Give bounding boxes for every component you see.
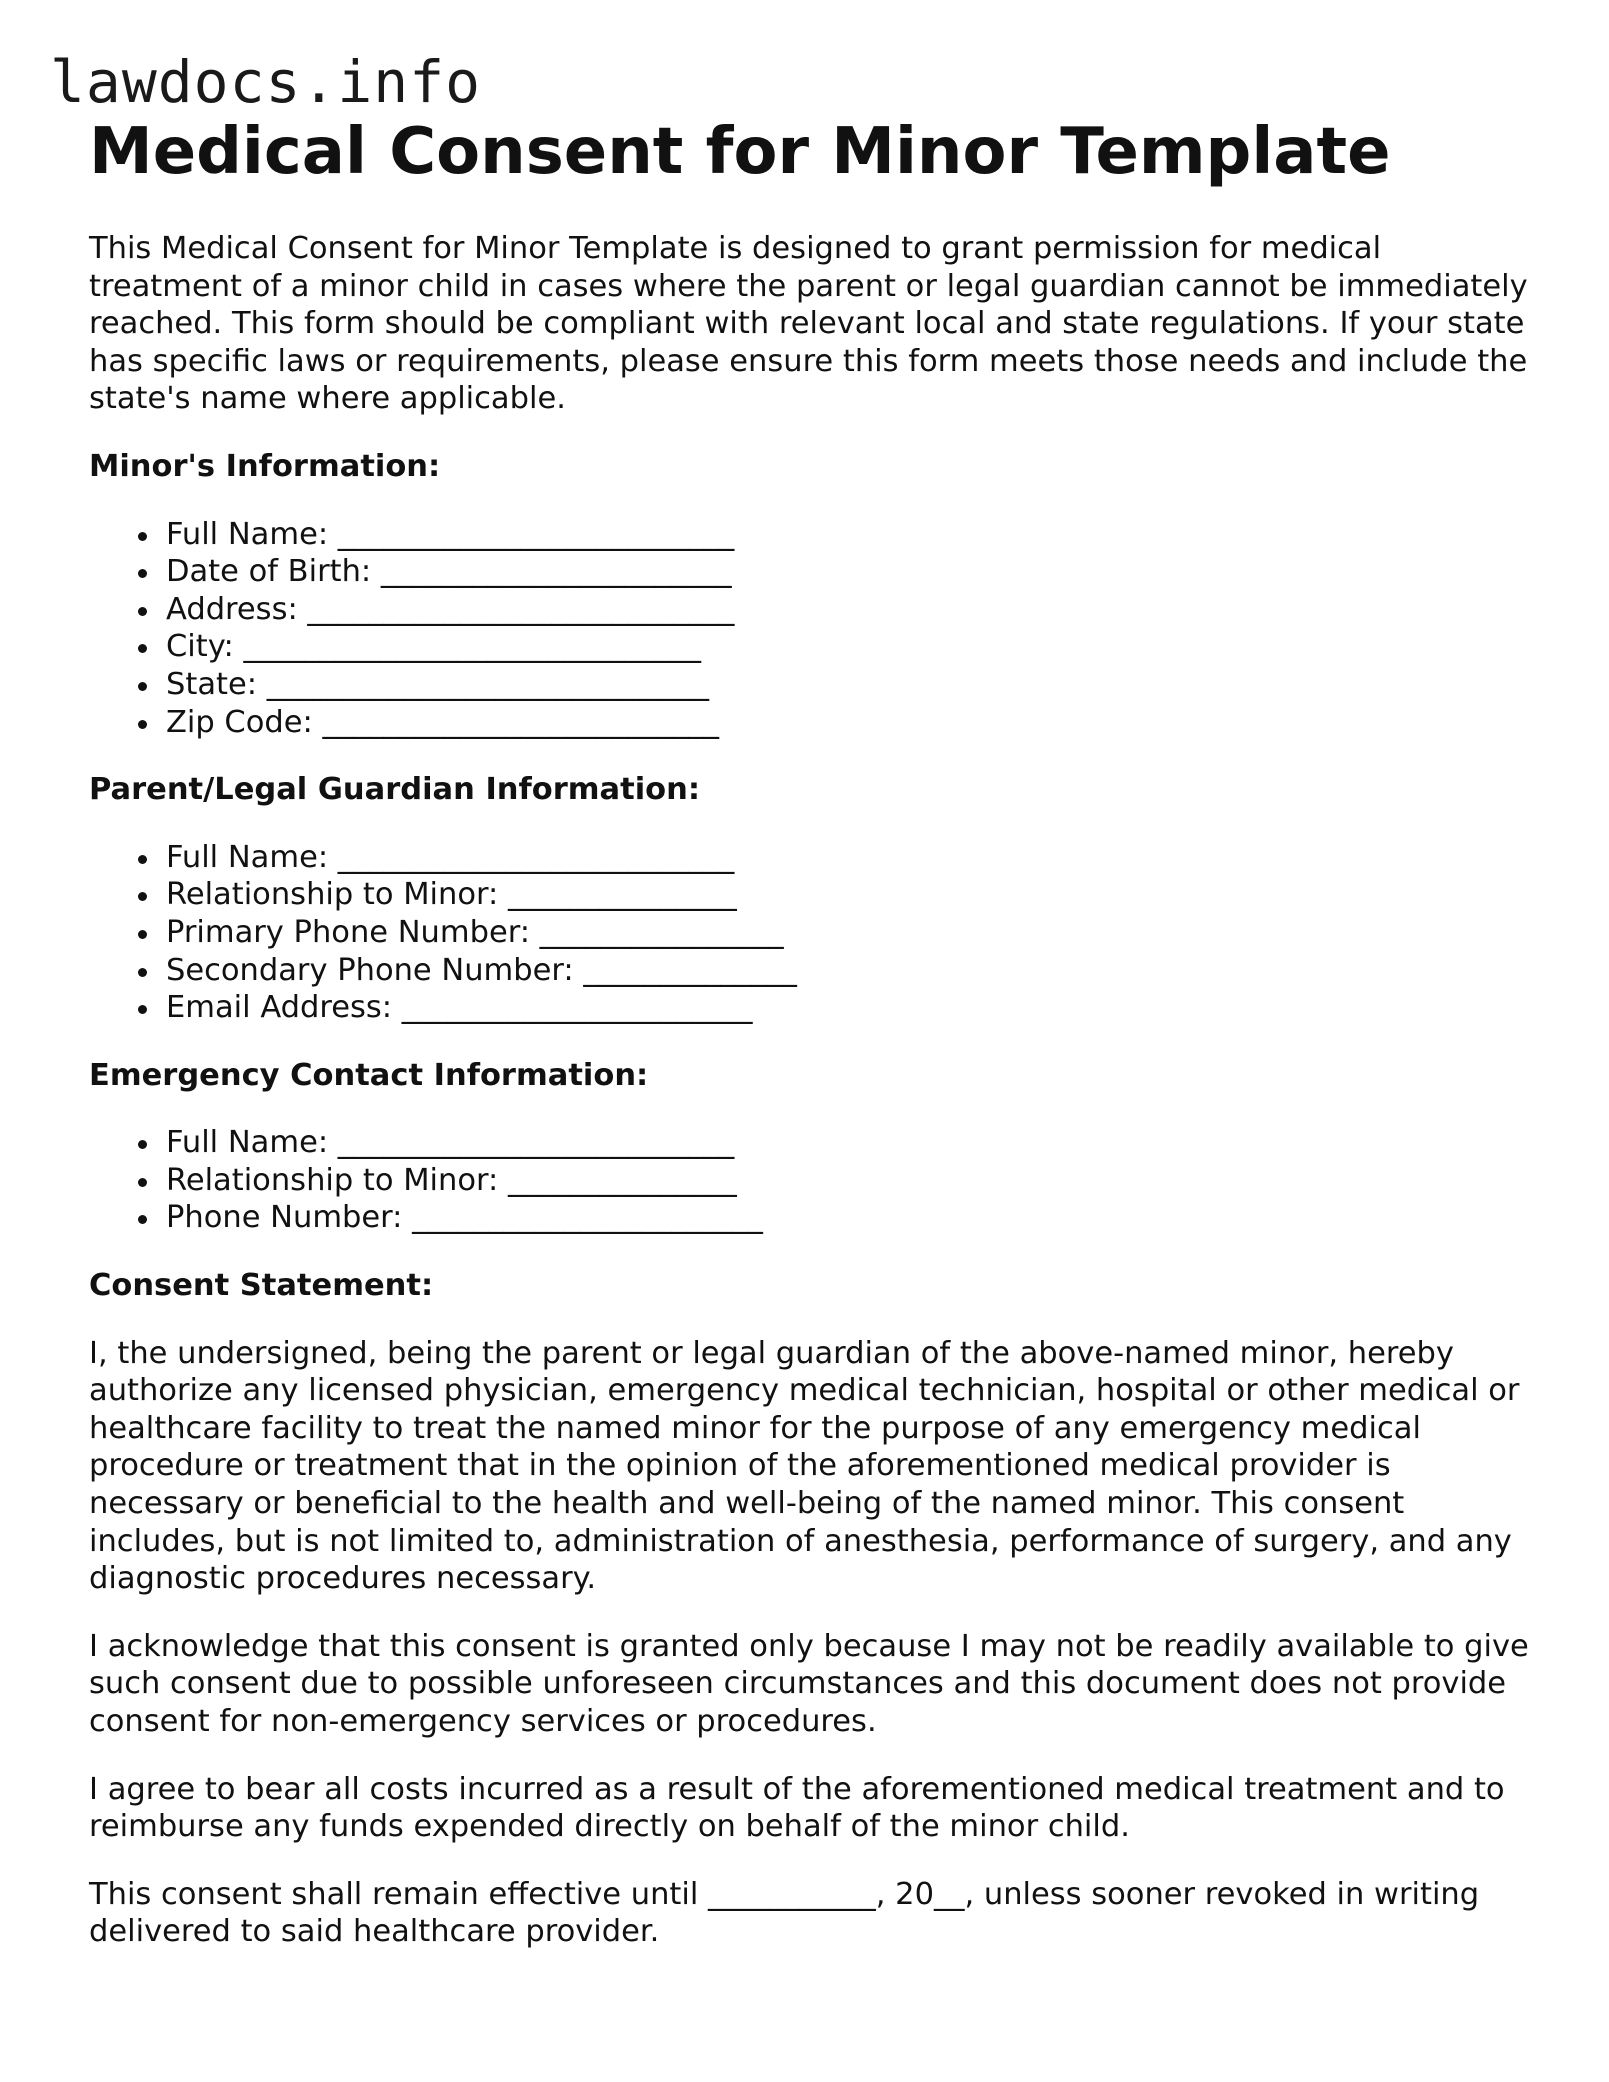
guardian-full-name-field: Full Name: __________________________ xyxy=(166,839,1529,877)
intro-paragraph: This Medical Consent for Minor Template is designed to grant permission for medical treatment of a minor child in cases where the parent or legal guardian cannot be immediately reached. This form should be compliant with relevant local and state regulations. If your state has specific laws or requirements, please ensure this form meets those needs and include the state's name where applicable. xyxy=(89,231,1528,417)
consent-statement-heading: Consent Statement: xyxy=(89,1268,434,1304)
guardian-primary-phone-field: Primary Phone Number: ________________ xyxy=(166,914,1529,952)
minor-state-field: State: _____________________________ xyxy=(166,666,1529,704)
site-watermark: lawdocs.info xyxy=(50,48,482,116)
emergency-phone-field: Phone Number: _______________________ xyxy=(166,1199,1529,1237)
consent-costs-paragraph: I agree to bear all costs incurred as a result of the aforementioned medical treatment and to reimburse any funds expended directly on behalf of the minor child. xyxy=(89,1771,1505,1845)
guardian-secondary-phone-field: Secondary Phone Number: ______________ xyxy=(166,952,1529,990)
emergency-contact-heading: Emergency Contact Information: xyxy=(89,1057,649,1093)
minor-dob-field: Date of Birth: _______________________ xyxy=(166,553,1529,591)
consent-authorization-paragraph: I, the undersigned, being the parent or legal guardian of the above-named minor, hereby authorize any licensed physician, emergency medical technician, hospital or other medical or healthcare facility to treat the named minor for the purpose of any emergency medical procedure or treatment that in the opinion of the aforementioned medical provider is necessary or beneficial to the health and well-being of the named minor. This consent includes, but is not limited to, administration of anesthesia, performance of surgery, and any diagnostic procedures necessary. xyxy=(89,1335,1520,1597)
minor-address-field: Address: ____________________________ xyxy=(166,591,1529,629)
document-body xyxy=(89,112,1529,1981)
document-title: Medical Consent for Minor Template xyxy=(89,115,1391,189)
guardian-email-field: Email Address: _______________________ xyxy=(166,989,1529,1027)
minor-info-heading: Minor's Information: xyxy=(89,448,441,484)
emergency-contact-list xyxy=(89,1124,1529,1237)
consent-duration-paragraph: This consent shall remain effective until ___________, 20__, unless sooner revoked in writing delivered to said healthcare provider. xyxy=(89,1876,1480,1950)
minor-zip-field: Zip Code: __________________________ xyxy=(166,704,1529,742)
emergency-full-name-field: Full Name: __________________________ xyxy=(166,1124,1529,1162)
emergency-relationship-field: Relationship to Minor: _______________ xyxy=(166,1162,1529,1200)
minor-city-field: City: ______________________________ xyxy=(166,628,1529,666)
guardian-relationship-field: Relationship to Minor: _______________ xyxy=(166,876,1529,914)
minor-info-list xyxy=(89,516,1529,742)
guardian-info-list xyxy=(89,839,1529,1027)
minor-full-name-field: Full Name: __________________________ xyxy=(166,516,1529,554)
guardian-info-heading: Parent/Legal Guardian Information: xyxy=(89,772,701,808)
consent-acknowledgement-paragraph: I acknowledge that this consent is granted only because I may not be readily available to give such consent due to possible unforeseen circumstances and this document does not provide consent for non-emergency services or procedures. xyxy=(89,1628,1529,1739)
